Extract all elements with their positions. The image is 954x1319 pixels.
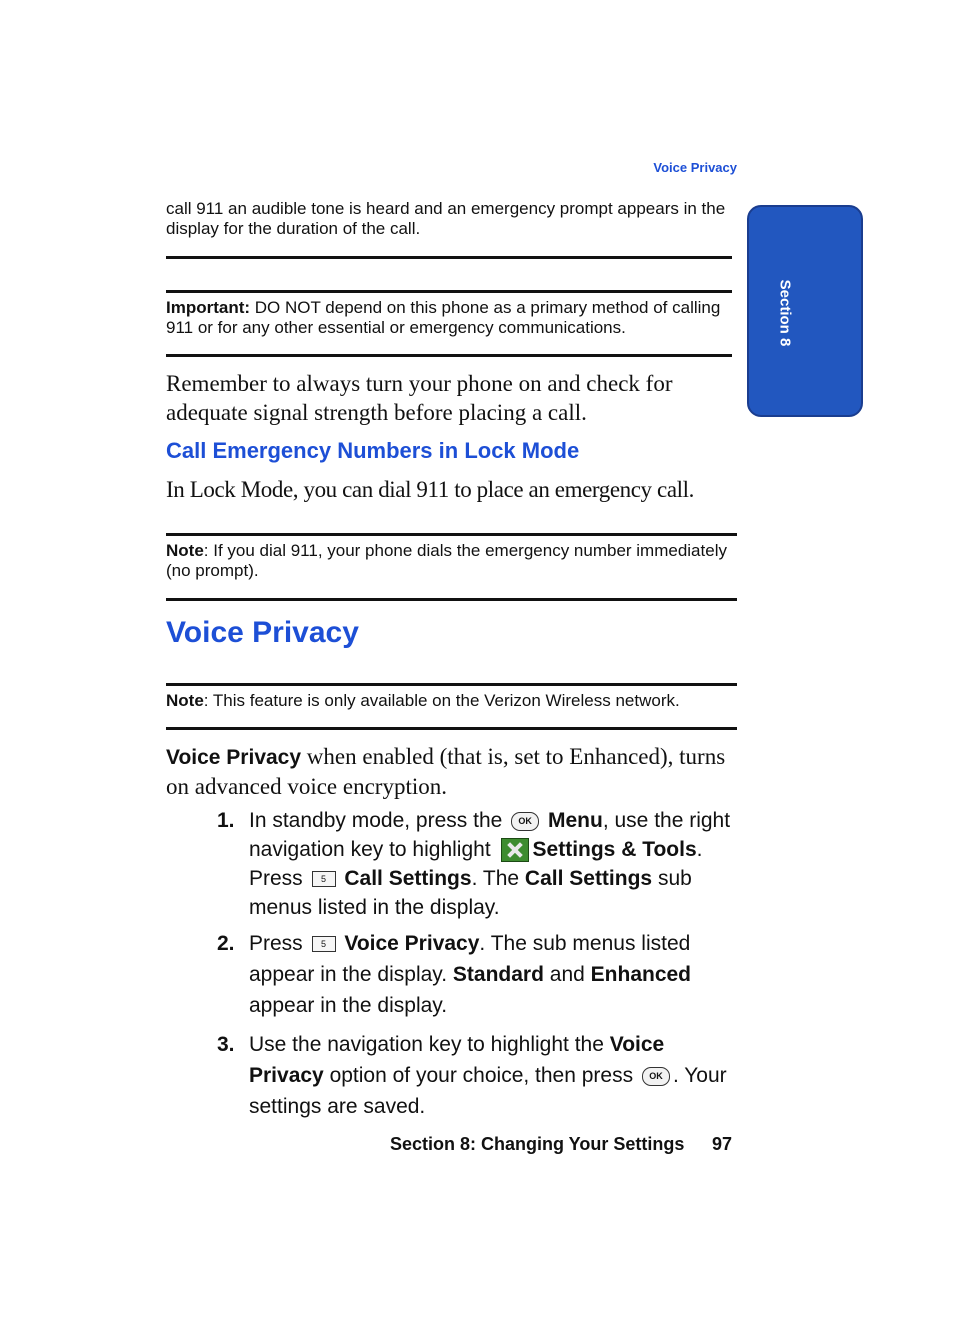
divider [166, 727, 737, 730]
lock-mode-text: In Lock Mode, you can dial 911 to place an emergency call. [166, 477, 694, 502]
voice-privacy-heading: Voice Privacy [166, 616, 359, 649]
five-key-icon: 5 [312, 936, 336, 952]
step-text-part: , use the right navigation key to highlight [249, 809, 731, 861]
step-text-part: . Press [249, 838, 703, 890]
step-text-part: option of your choice, then press [329, 1064, 634, 1087]
step-text-part: sub menus listed in the display. [249, 867, 692, 919]
step-text-part: . The sub menus listed appear in the display. [249, 932, 691, 986]
section-tab [747, 205, 863, 417]
voice-privacy-description [166, 742, 741, 801]
note-text: : If you dial 911, your phone dials the emergency number immediately (no prompt). [166, 541, 727, 580]
important-note [166, 298, 736, 338]
step-text-part: In standby mode, press the [249, 809, 503, 832]
step-text-part: . The [471, 867, 520, 890]
note-label: Note [166, 691, 204, 710]
step-number: 2. [217, 932, 235, 955]
voice-privacy-label: Voice Privacy [249, 1033, 665, 1087]
note-label: Note [166, 541, 204, 560]
step-number: 3. [217, 1033, 235, 1056]
page-number: 97 [712, 1134, 733, 1154]
step-1 [217, 806, 747, 922]
enhanced-label: Enhanced [590, 963, 692, 986]
voice-privacy-term: Voice Privacy [166, 746, 302, 769]
step-3 [217, 1029, 747, 1121]
step-text-part: . Your settings are saved. [249, 1064, 727, 1118]
standard-label: Standard [452, 963, 544, 986]
running-head: Voice Privacy [653, 160, 737, 175]
step-text [249, 928, 739, 1021]
note-text: : This feature is only available on the Verizon Wireless network. [203, 691, 680, 710]
voice-privacy-label: Voice Privacy [344, 932, 480, 955]
step-text [249, 806, 739, 922]
remember-paragraph: Remember to always turn your phone on and check for adequate signal strength before placing a call. [166, 371, 673, 425]
step-text [249, 1029, 739, 1122]
important-label: Important: [166, 298, 251, 317]
divider [166, 290, 732, 293]
step-text-part: appear in the display. [249, 994, 448, 1017]
menu-label: Menu [548, 809, 603, 832]
ok-key-icon: OK [642, 1067, 670, 1086]
ok-key-icon: OK [511, 812, 539, 831]
lock-mode-heading: Call Emergency Numbers in Lock Mode [166, 438, 580, 463]
important-text: DO NOT depend on this phone as a primary method of calling 911 or for any other essential or emergency communications. [166, 298, 721, 337]
divider [166, 256, 732, 259]
call-settings-label: Call Settings [524, 867, 653, 890]
divider [166, 598, 737, 601]
step-text-part: Use the navigation key to highlight the [249, 1033, 604, 1056]
lock-mode-note [166, 541, 741, 581]
call-settings-label: Call Settings [344, 867, 472, 890]
settings-tools-label: Settings & Tools [532, 838, 697, 861]
section-tab-label: Section 8 [776, 279, 794, 347]
five-key-icon: 5 [312, 871, 336, 887]
divider [166, 354, 732, 357]
settings-tools-icon [501, 838, 529, 862]
intro-continuation: call 911 an audible tone is heard and an emergency prompt appears in the display for the duration of the call. [166, 199, 726, 238]
step-text-part: Press [249, 932, 303, 955]
footer-section-title: Section 8: Changing Your Settings [390, 1134, 685, 1154]
divider [166, 683, 737, 686]
divider [166, 533, 737, 536]
voice-privacy-note [166, 691, 741, 711]
step-2 [217, 928, 747, 1020]
step-number: 1. [217, 809, 235, 832]
voice-privacy-desc-text: when enabled (that is, set to Enhanced), turns on advanced voice encryption. [166, 744, 726, 799]
step-text-part: and [543, 963, 591, 986]
